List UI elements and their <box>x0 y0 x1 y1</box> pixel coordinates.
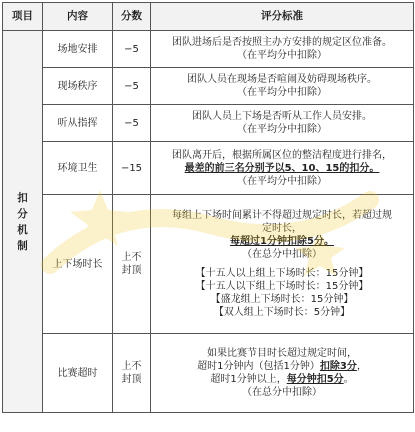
punctuation: ， <box>356 361 367 372</box>
standard-emphasis: 扣除3分 <box>319 361 357 372</box>
score-line: 封顶 <box>121 374 142 385</box>
row-score: −15 <box>113 142 151 195</box>
category-char: 分 <box>17 207 28 220</box>
row-content: 听从指挥 <box>43 105 113 142</box>
score-line: 上不 <box>121 252 142 263</box>
standard-line <box>154 360 410 373</box>
table-row <box>3 142 414 195</box>
standard-line: 团队离开后，根据所属区位的整洁程度进行排名， <box>172 149 392 161</box>
header-content: 内容 <box>43 3 113 31</box>
standard-line: 每组上下场时间累计不得超过规定时长，若超过规 <box>172 210 392 221</box>
row-score: −5 <box>113 68 151 105</box>
standard-emphasis: 每分钟扣5分 <box>286 374 344 385</box>
standard-line: 定时长， <box>262 223 302 234</box>
standard-text: 超时1分钟以上， <box>210 374 287 385</box>
standard-note: （在平均分中扣除） <box>237 124 327 135</box>
standard-note: （在总分中扣除） <box>242 387 322 398</box>
score-line: 封顶 <box>121 265 142 276</box>
category-char: 制 <box>17 239 28 252</box>
row-score <box>113 195 151 334</box>
row-standard <box>151 105 414 142</box>
standard-text: 超时1分钟内（包括1分钟） <box>197 361 320 372</box>
table-row <box>3 195 414 334</box>
table-row <box>3 334 414 413</box>
header-standard: 评分标准 <box>151 3 414 31</box>
punctuation: 。 <box>343 374 354 385</box>
category-char: 扣 <box>17 191 28 204</box>
row-content: 场地安排 <box>43 31 113 68</box>
row-score: −5 <box>113 105 151 142</box>
row-content: 比赛超时 <box>43 334 113 413</box>
category-cell <box>3 31 43 413</box>
score-line: 上不 <box>121 361 142 372</box>
standard-line: 团队进场后是否按照主办方安排的规定区位准备。 <box>172 37 392 48</box>
row-standard <box>151 31 414 68</box>
duration-rule: 【盛龙组上下场时长：15分钟】 <box>210 294 354 305</box>
standard-note: （在平均分中扣除） <box>237 87 327 98</box>
standard-line: 团队人员在现场是否喧闹及妨碍现场秩序。 <box>187 74 377 85</box>
standard-emphasis: 最差的前三名分别予以5、10、15的扣分。 <box>184 162 380 174</box>
row-standard <box>151 334 414 413</box>
standard-emphasis: 每超过1分钟扣除5分。 <box>230 236 334 247</box>
duration-rule: 【十五人以上组上下场时长：15分钟】 <box>195 268 369 279</box>
header-row <box>3 3 414 31</box>
duration-rule: 【双人组上下场时长：5分钟】 <box>213 307 351 318</box>
standard-note: （在平均分中扣除） <box>237 50 327 61</box>
standard-note: （在总分中扣除） <box>242 249 322 260</box>
row-standard <box>151 195 414 334</box>
table-row <box>3 68 414 105</box>
duration-rule: 【十五人以下组上下场时长：15分钟】 <box>195 281 369 292</box>
row-score <box>113 334 151 413</box>
row-standard <box>151 68 414 105</box>
standard-line <box>154 373 410 386</box>
scoring-table <box>2 2 414 413</box>
row-content: 环境卫生 <box>43 142 113 195</box>
table-row <box>3 105 414 142</box>
category-char: 机 <box>17 223 28 236</box>
standard-line: 团队人员上下场是否听从工作人员安排。 <box>192 111 372 122</box>
header-project: 项目 <box>3 3 43 31</box>
row-standard <box>151 142 414 195</box>
table-row <box>3 31 414 68</box>
row-content: 上下场时长 <box>43 195 113 334</box>
standard-line: 如果比赛节目时长超过规定时间， <box>207 348 357 359</box>
row-content: 现场秩序 <box>43 68 113 105</box>
header-score: 分数 <box>113 3 151 31</box>
row-score: −5 <box>113 31 151 68</box>
standard-note: （在平均分中扣除） <box>237 175 327 187</box>
